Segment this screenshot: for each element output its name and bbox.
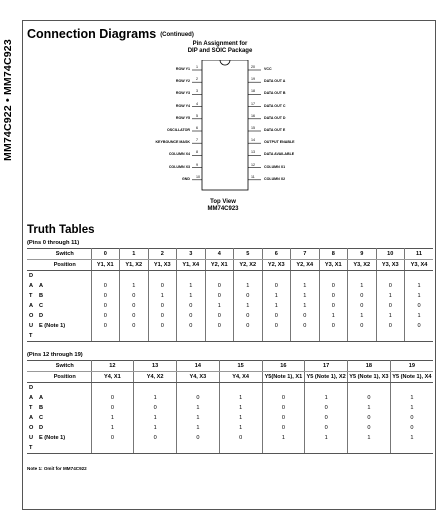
pin-label-right: DATA AVAILABLE [264,152,295,157]
table-row [27,393,433,403]
side-letter: T [27,331,39,342]
pin-number-left: 3 [196,89,198,94]
table-cell: 1 [348,433,391,443]
table-cell: 0 [417,303,421,309]
position-value: Y1, X3 [148,260,177,271]
position-value: Y5(Note 1), X1 [262,372,305,383]
table-cell: 0 [262,281,291,291]
position-value: Y2, X4 [291,260,320,271]
top-view-line2: MM74C923 [207,206,239,212]
section-title-text: Connection Diagrams [27,27,157,41]
continued-label: (Continued) [160,31,194,38]
table-cell: 0 [348,393,391,403]
side-letter: T [29,405,33,411]
table-cell [390,443,433,454]
table-cell: 1 [134,413,177,423]
pin-number-right: 16 [251,113,255,118]
table-cell: 1 [219,403,262,413]
pin-number-left: 1 [196,65,198,69]
table-cell [177,383,220,394]
switch-number: 5 [234,249,263,260]
table-cell: 1 [348,281,377,291]
table-cell: 1 [177,413,220,423]
table-cell [134,383,177,394]
table-cell: 0 [410,425,414,431]
table-cell: 1 [177,291,206,301]
table-cell: 1 [177,403,220,413]
pin-label-left: COLUMN X4 [168,152,190,157]
table-cell: 0 [91,393,134,403]
side-letter: O [29,425,34,431]
chip-body [202,60,248,190]
table-cell: 0 [177,301,206,311]
pin-number-right: 20 [251,65,255,69]
table-cell: 0 [319,281,348,291]
table-cell: 0 [417,323,421,329]
table-cell: 1 [348,311,377,321]
table-cell: 1 [410,395,414,401]
output-label: A [39,281,91,291]
output-label: E (Note 1) [39,321,91,331]
side-letter: D [29,273,34,279]
table-cell: 0 [91,433,134,443]
table-cell: 0 [91,403,134,413]
table-cell: 0 [305,403,348,413]
side-letter: A [29,303,34,309]
pin-number-right: 12 [251,162,255,167]
output-label [39,383,91,394]
table-row [27,433,433,443]
table-row [27,321,433,331]
table-cell: 1 [417,313,421,319]
table-cell [348,331,377,342]
position-value: Y4, X2 [134,372,177,383]
output-label: E (Note 1) [39,433,91,443]
table-cell: 0 [262,423,305,433]
pin-assignment-title-line1: Pin Assignment for [192,41,248,47]
table-cell [348,383,391,394]
table-cell: 1 [376,291,405,301]
table-row [27,271,433,282]
switch-number: 1 [120,249,149,260]
table-cell: 0 [319,291,348,301]
switch-header: Switch [39,249,91,260]
pin-label-left: ROW Y2 [175,79,190,84]
table-cell: 0 [348,413,391,423]
output-label: A [39,393,91,403]
table-cell [305,383,348,394]
table-cell [91,331,120,342]
table-cell: 1 [91,413,134,423]
pin-number-left: 6 [196,126,198,130]
table-cell: 1 [417,293,421,299]
table-cell: 1 [91,423,134,433]
table-cell [91,271,120,282]
pin-label-right: DATA OUT C [264,103,286,108]
table-cell: 1 [219,413,262,423]
pin-label-right: COLUMN X1 [264,164,286,169]
side-letter: A [29,395,34,401]
table-cell: 1 [134,393,177,403]
table-cell [134,443,177,454]
top-view-line1: Top View [210,199,236,205]
side-letter: A [29,283,34,289]
pin-number-right: 19 [251,77,255,82]
table-cell: 0 [234,311,263,321]
table-cell [348,271,377,282]
table-cell: 0 [91,281,120,291]
table-cell: 1 [291,301,320,311]
table-cell: 0 [348,423,391,433]
table-cell: 1 [177,281,206,291]
table-cell: 0 [219,433,262,443]
table-row [27,423,433,433]
output-label: C [39,413,91,423]
table-cell [148,331,177,342]
pin-label-right: DATA OUT E [264,128,286,132]
table-cell: 0 [134,433,177,443]
position-value: Y3, X2 [348,260,377,271]
table-cell: 0 [148,321,177,331]
switch-number: 3 [177,249,206,260]
table-cell [234,331,263,342]
pin-label-left: ROW Y3 [175,91,190,96]
table-cell: 0 [262,311,291,321]
table-cell [234,271,263,282]
pin-label-left: KEYBOUNCE MASK [155,140,190,145]
table-cell [376,271,405,282]
switch-number: 14 [177,361,220,372]
position-value: Y5 (Note 1), X2 [305,372,348,383]
table-cell: 0 [376,321,405,331]
output-label: D [39,423,91,433]
table-cell: 0 [177,393,220,403]
switch-number: 6 [262,249,291,260]
table-cell: 0 [234,291,263,301]
dip-package-diagram [140,60,310,200]
table-cell: 0 [120,321,149,331]
table-cell: 0 [91,301,120,311]
table-cell: 0 [319,321,348,331]
table1-caption: (Pins 0 through 11) [27,240,80,246]
table2-caption: (Pins 12 through 19) [27,352,83,358]
table-cell [262,383,305,394]
table-cell: 1 [134,423,177,433]
table-cell: 1 [148,291,177,301]
switch-number: 8 [319,249,348,260]
pin-label-left: COLUMN X3 [168,164,190,169]
table-cell: 0 [205,321,234,331]
table-cell: 1 [234,301,263,311]
table-row [27,403,433,413]
table-row [27,291,433,301]
table-cell: 1 [291,291,320,301]
pin-number-left: 7 [196,138,198,143]
side-letter: A [29,415,34,421]
table-cell: 1 [219,393,262,403]
table-cell: 0 [348,321,377,331]
pin-number-right: 11 [251,174,255,179]
output-label: B [39,403,91,413]
table-cell: 1 [177,423,220,433]
switch-number: 19 [390,361,433,372]
side-letter: U [29,323,34,329]
table-cell [319,271,348,282]
pin-label-left: OSCILLATOR [166,128,190,132]
table-cell: 1 [205,301,234,311]
position-value: Y5 (Note 1), X4 [390,372,433,383]
table-cell [120,331,149,342]
table-cell: 1 [305,433,348,443]
table-row [27,413,433,423]
pin-label-left: ROW Y1 [175,67,190,71]
table-cell [91,383,134,394]
table-cell: 0 [205,311,234,321]
pin-label-right: COLUMN X2 [264,176,286,181]
pin-label-left: ROW Y4 [175,103,190,108]
switch-header: Switch [39,361,91,372]
pin-number-left: 9 [196,162,198,167]
switch-number: 10 [376,249,405,260]
position-value: Y5 (Note 1), X3 [348,372,391,383]
table-row [27,331,433,342]
table-cell [177,331,206,342]
table-cell: 0 [348,301,377,311]
table-cell: 1 [262,291,291,301]
table-cell: 0 [177,321,206,331]
switch-number: 12 [91,361,134,372]
truth-tables-title: Truth Tables [27,224,95,236]
table-cell [291,271,320,282]
pin-number-right: 13 [251,150,255,155]
table-cell [305,443,348,454]
switch-number: 13 [134,361,177,372]
table-cell [205,331,234,342]
table-cell [219,383,262,394]
table-cell: 0 [205,291,234,301]
table-cell: 0 [148,311,177,321]
pin-number-right: 18 [251,89,255,94]
table-cell: 0 [134,403,177,413]
position-value: Y3, X4 [405,260,434,271]
section-title [27,27,194,41]
pin-number-left: 5 [196,113,198,118]
top-view-label [193,199,253,213]
position-value: Y1, X2 [120,260,149,271]
position-value: Y1, X1 [91,260,120,271]
table-cell: 1 [417,283,421,289]
table-cell [348,443,391,454]
pin-label-right: DATA OUT D [264,115,286,120]
side-letter: O [29,313,34,319]
position-header: Position [39,372,91,383]
switch-number: 9 [348,249,377,260]
output-label: C [39,301,91,311]
table-cell [405,331,434,342]
pin-number-left: 2 [196,77,198,82]
truth-table-1 [27,248,433,342]
switch-number: 18 [348,361,391,372]
table-row [27,281,433,291]
table-cell: 1 [291,281,320,291]
table-cell: 1 [262,301,291,311]
table-cell [262,443,305,454]
table-cell [405,271,434,282]
table-cell: 0 [234,321,263,331]
table-cell: 0 [319,301,348,311]
side-letter: D [29,385,34,391]
table-cell: 0 [148,301,177,311]
position-value: Y4, X3 [177,372,220,383]
switch-number: 4 [205,249,234,260]
position-value: Y2, X2 [234,260,263,271]
position-value: Y2, X1 [205,260,234,271]
table-cell [262,331,291,342]
table-cell: 0 [177,433,220,443]
position-value: Y3, X3 [376,260,405,271]
table-cell [319,331,348,342]
table-cell: 0 [120,311,149,321]
table-cell: 0 [410,415,414,421]
table-cell: 0 [305,423,348,433]
table-cell [177,271,206,282]
pin-label-right: VCC [264,67,272,71]
output-label [39,271,91,282]
table-cell: 0 [120,301,149,311]
table-cell [291,331,320,342]
table-row [27,301,433,311]
table-cell: 0 [376,281,405,291]
output-label [39,331,91,342]
table-cell: 1 [234,281,263,291]
switch-number: 0 [91,249,120,260]
pin-assignment-title-line2: DIP and SOIC Package [187,48,253,54]
table-cell: 1 [262,433,305,443]
table-cell [219,443,262,454]
table-row [27,443,433,454]
pin-number-right: 14 [251,138,255,143]
side-part-title: MM74C922 • MM74C923 [2,39,14,161]
position-value: Y2, X3 [262,260,291,271]
switch-number: 2 [148,249,177,260]
pin-number-left: 8 [196,150,198,155]
table-cell: 1 [319,311,348,321]
table-cell: 0 [91,291,120,301]
pin-assignment-title [160,41,280,55]
switch-number: 7 [291,249,320,260]
pin-number-left: 4 [196,101,198,106]
pin-label-right: DATA OUT B [264,91,286,96]
position-value: Y1, X4 [177,260,206,271]
table-cell: 1 [410,435,414,441]
table-cell: 0 [291,311,320,321]
table-cell [91,443,134,454]
table-cell: 0 [262,413,305,423]
switch-number: 17 [305,361,348,372]
switch-number: 15 [219,361,262,372]
position-value: Y3, X1 [319,260,348,271]
table-row [27,383,433,394]
table-cell [262,271,291,282]
output-label [39,443,91,454]
pin-number-right: 17 [251,101,255,106]
table-cell [205,271,234,282]
position-value: Y4, X4 [219,372,262,383]
table-cell: 0 [262,403,305,413]
table-cell: 0 [262,321,291,331]
table-cell [376,331,405,342]
table-cell: 0 [91,321,120,331]
table-cell: 1 [348,403,391,413]
table-cell [120,271,149,282]
table-cell: 0 [91,311,120,321]
table-row [27,311,433,321]
pin-label-left: ROW Y5 [175,115,190,120]
pin-label-left: GND [182,176,190,181]
position-header: Position [39,260,91,271]
table-cell: 1 [305,393,348,403]
table-cell: 0 [348,291,377,301]
table-cell [148,271,177,282]
table-cell: 0 [148,281,177,291]
table-cell: 1 [120,281,149,291]
table-cell: 0 [291,321,320,331]
table-cell: 0 [177,311,206,321]
footnote: Note 1: Omit for MM74C922 [27,466,87,471]
pin-number-right: 15 [251,126,255,130]
side-letter: T [27,443,39,454]
switch-number: 16 [262,361,305,372]
truth-table-2 [27,360,433,454]
table-cell: 0 [120,291,149,301]
table-cell [177,443,220,454]
table-cell [390,383,433,394]
table-cell: 0 [262,393,305,403]
switch-number: 11 [405,249,434,260]
table-cell: 0 [205,281,234,291]
table-cell: 1 [376,311,405,321]
side-letter: T [29,293,33,299]
pin-label-right: DATA OUT A [264,79,286,84]
table-cell: 1 [219,423,262,433]
position-value: Y4, X1 [91,372,134,383]
table-cell: 1 [410,405,414,411]
output-label: B [39,291,91,301]
table-cell: 0 [376,301,405,311]
table-cell: 0 [305,413,348,423]
pin-label-right: OUTPUT ENABLE [264,140,295,145]
side-letter: U [29,435,34,441]
pin-number-left: 10 [196,174,200,179]
output-label: D [39,311,91,321]
